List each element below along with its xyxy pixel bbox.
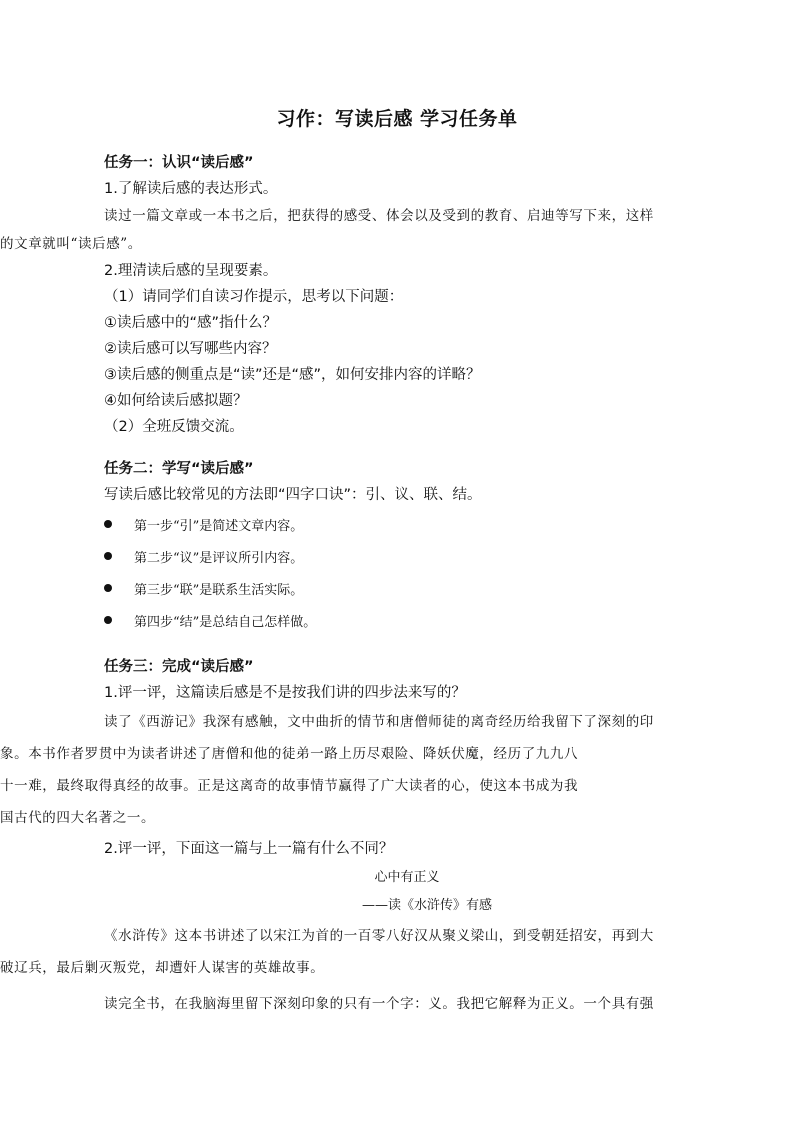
task2-intro: 写读后感比较常见的方法即“四字口诀”：引、议、联、结。 — [104, 487, 482, 503]
step-text: 第四步“结”是总结自己怎样做。 — [134, 614, 317, 630]
task2-step-3 — [104, 572, 694, 604]
essay1-line2: 象。本书作者罗贯中为读者讲述了唐僧和他的徒弟一路上历尽艰险、降妖伏魔，经历了九九八 — [0, 746, 579, 762]
essay2-subtitle: ——读《水浒传》有感 — [361, 898, 492, 913]
bullet-icon — [104, 552, 112, 560]
essay2-heading-block — [0, 864, 794, 920]
essay2-p1-line2: 破辽兵，最后剿灭叛党，却遭奸人谋害的英雄故事。 — [0, 960, 325, 976]
task1-sub1: （1）请同学们自读习作提示，思考以下问题： — [104, 289, 404, 305]
essay2-p2-line1: 读完全书，在我脑海里留下深刻印象的只有一个字：义。我把它解释为正义。一个具有强 — [104, 996, 654, 1012]
task2-step-2 — [104, 540, 694, 572]
task1-question1: ①读后感中的“感”指什么？ — [104, 315, 278, 331]
task1-sub2: （2）全班反馈交流。 — [104, 419, 244, 435]
page-title: 习作：写读后感 学习任务单 — [276, 108, 518, 130]
task3-heading: 任务三：完成“读后感” — [104, 659, 254, 675]
task1-heading: 任务一：认识“读后感” — [104, 155, 254, 171]
task1-definition-line1: 读过一篇文章或一本书之后，把获得的感受、体会以及受到的教育、启迪等写下来，这样 — [104, 208, 654, 224]
essay1-line4: 国古代的四大名著之一。 — [0, 810, 156, 826]
essay2-p1-line1: 《水浒传》这本书讲述了以宋江为首的一百零八好汉从聚义梁山，到受朝廷招安，再到大 — [104, 928, 654, 944]
task2-step-4 — [104, 604, 694, 636]
task3-item1: 1.评一评，这篇读后感是不是按我们讲的四步法来写的？ — [104, 685, 466, 701]
task1-item1: 1.了解读后感的表达形式。 — [104, 181, 278, 197]
bullet-icon — [104, 584, 112, 592]
task3-item2: 2.评一评，下面这一篇与上一篇有什么不同？ — [104, 841, 394, 857]
task1-item2: 2.理清读后感的呈现要素。 — [104, 263, 278, 279]
essay2-title: 心中有正义 — [374, 870, 440, 885]
essay1-line1: 读了《西游记》我深有感触，文中曲折的情节和唐僧师徒的离奇经历给我留下了深刻的印 — [104, 714, 654, 730]
step-text: 第二步“议”是评议所引内容。 — [134, 550, 304, 566]
task1-question4: ④如何给读后感拟题？ — [104, 393, 248, 409]
task2-step-1 — [104, 508, 694, 540]
task1-definition-line2: 的文章就叫“读后感”。 — [0, 236, 142, 252]
essay1-line3: 十一难，最终取得真经的故事。正是这离奇的故事情节赢得了广大读者的心，使这本书成为我 — [0, 778, 579, 794]
step-text: 第一步“引”是简述文章内容。 — [134, 518, 304, 534]
task1-question3: ③读后感的侧重点是“读”还是“感”，如何安排内容的详略？ — [104, 367, 481, 383]
task1-question2: ②读后感可以写哪些内容？ — [104, 341, 277, 357]
bullet-icon — [104, 520, 112, 528]
step-text: 第三步“联”是联系生活实际。 — [134, 582, 304, 598]
document-body — [0, 150, 694, 1024]
bullet-icon — [104, 616, 112, 624]
task2-heading: 任务二：学写“读后感” — [104, 461, 254, 477]
